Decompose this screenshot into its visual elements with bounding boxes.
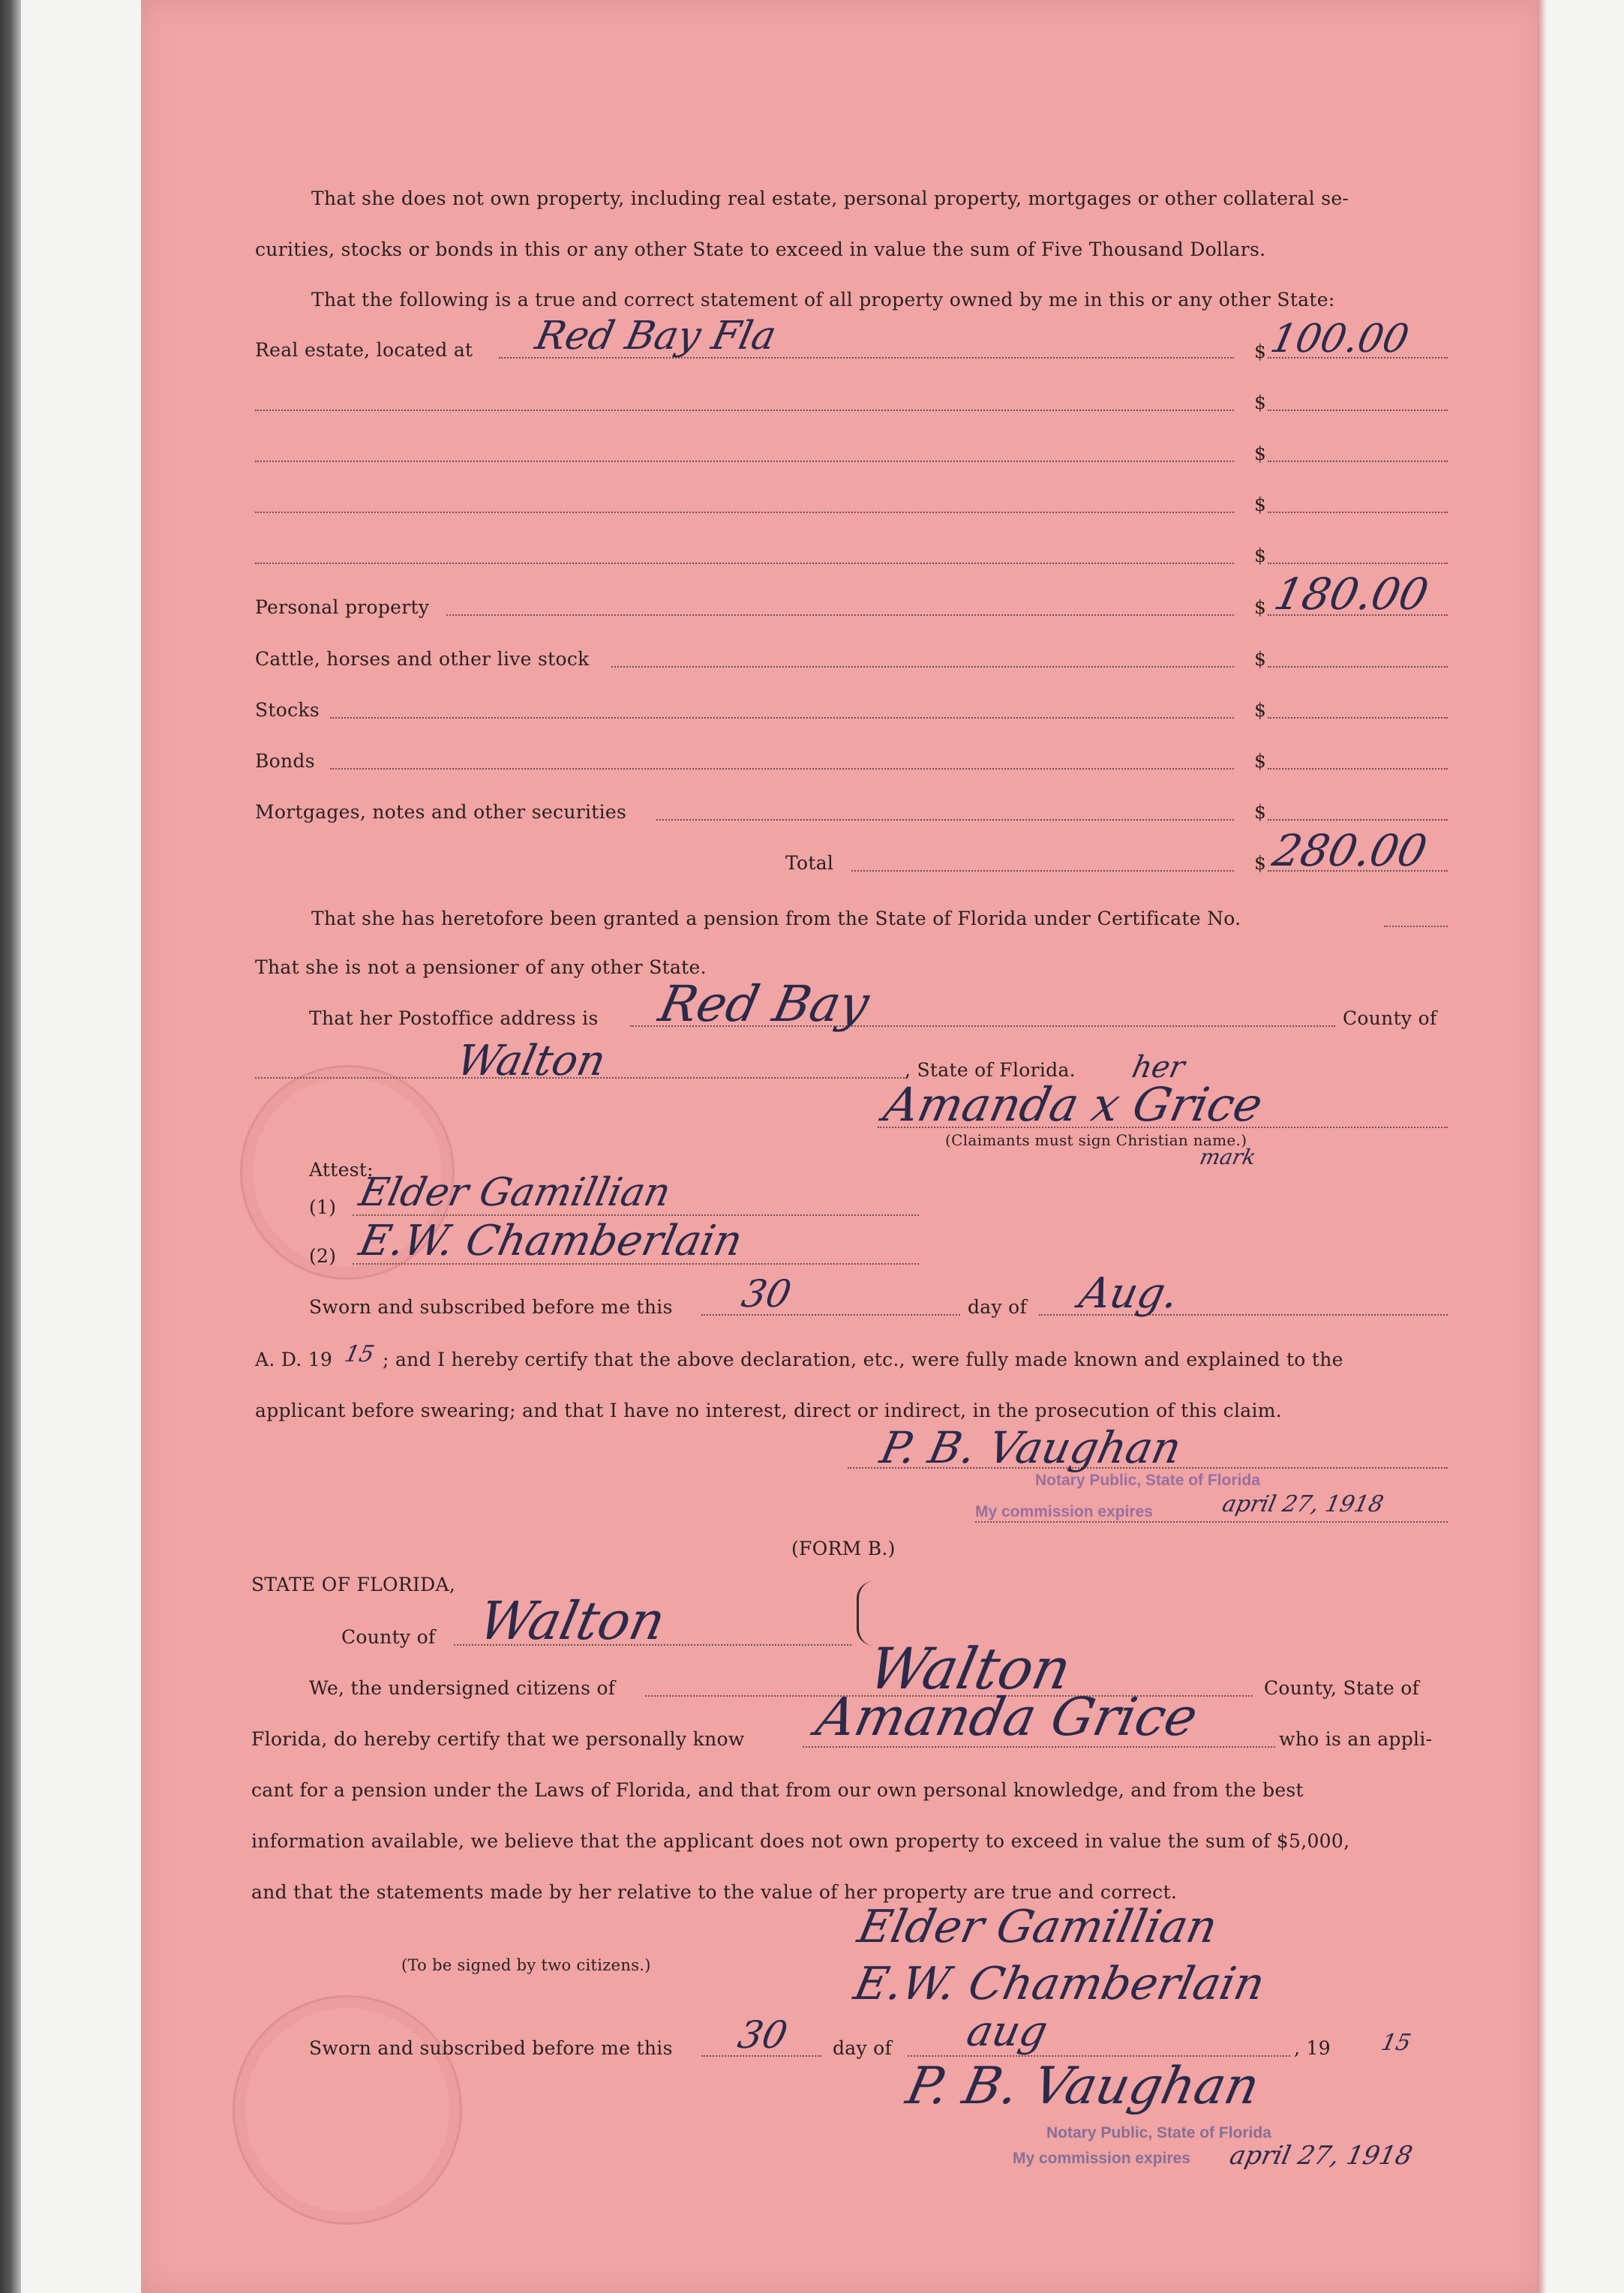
notary-expiry: april 27, 1918	[1220, 1491, 1386, 1517]
bonds-label: Bonds	[255, 750, 315, 772]
ad-year: 15	[342, 1341, 377, 1367]
county-of-label: County of	[1343, 1007, 1437, 1029]
property-value-line	[1268, 410, 1448, 411]
statement-paragraph: That the following is a true and correct statement of all property owned by me in this or any other State:	[311, 289, 1335, 311]
sworn-day: 30	[737, 1272, 795, 1316]
know-label: Florida, do hereby certify that we personally know	[251, 1728, 745, 1750]
day-of-label: day of	[968, 1296, 1028, 1318]
attest-1-signature: Elder Gamillian	[355, 1170, 675, 1215]
pension-granted-text: That she has heretofore been granted a pension from the State of Florida under Certificate No.	[311, 908, 1241, 929]
signed-note: (To be signed by two citizens.)	[401, 1956, 651, 1974]
notary-expiry-line	[975, 1521, 1448, 1523]
dollar-sign: $	[1254, 392, 1266, 413]
property-line	[255, 512, 1234, 513]
form-b-sworn-label: Sworn and subscribed before me this	[309, 2037, 673, 2059]
dollar-sign: $	[1254, 801, 1266, 823]
mortgages-value-line	[1268, 819, 1448, 821]
property-value-line	[1268, 512, 1448, 513]
personal-property-label: Personal property	[255, 596, 430, 618]
personal-property-line	[446, 614, 1234, 616]
ad-prefix: A. D. 19	[255, 1349, 333, 1370]
certify-text-2: applicant before swearing; and that I have no interest, direct or indirect, in the prosecution of this claim.	[255, 1400, 1282, 1421]
form-b-county-value: Walton	[473, 1590, 671, 1652]
scan-border	[0, 0, 21, 2293]
page-edge	[1538, 0, 1547, 2293]
county-state-label: County, State of	[1264, 1677, 1420, 1699]
form-b-day-of-label: day of	[833, 2037, 893, 2059]
form-b-notary-stamp-2: My commission expires	[1013, 2150, 1190, 2167]
form-b-body-2: information available, we believe that the applicant does not own property to exceed in value the sum of $5,000,	[251, 1830, 1350, 1852]
form-b-notary-stamp-1: Notary Public, State of Florida	[1046, 2124, 1271, 2141]
dollar-sign: $	[1254, 648, 1266, 670]
embossed-seal-bottom	[233, 1995, 462, 2225]
real-estate-location: Red Bay Fla	[531, 314, 780, 359]
attest-2-signature: E.W. Chamberlain	[355, 1217, 747, 1265]
county-brace	[857, 1581, 874, 1646]
personal-property-value: 180.00	[1269, 569, 1433, 620]
not-pensioner-text: That she is not a pensioner of any other State.	[255, 956, 707, 978]
dollar-sign: $	[1254, 750, 1266, 772]
property-paragraph-line-2: curities, stocks or bonds in this or any other State to exceed in value the sum of Five Thousand Dollars.	[255, 239, 1266, 260]
appli-label: who is an appli-	[1279, 1728, 1433, 1750]
notary-stamp-line-1: Notary Public, State of Florida	[1035, 1472, 1260, 1489]
sworn-month: Aug.	[1075, 1269, 1184, 1318]
mortgages-line	[656, 819, 1234, 821]
postoffice-value: Red Bay	[653, 975, 875, 1033]
total-label: Total	[785, 852, 834, 874]
property-line	[255, 461, 1234, 462]
postoffice-label: That her Postoffice address is	[309, 1007, 599, 1029]
form-b-year: 15	[1379, 2030, 1413, 2056]
real-estate-label: Real estate, located at	[255, 339, 473, 361]
state-of-florida-heading: STATE OF FLORIDA,	[251, 1574, 456, 1595]
cattle-label: Cattle, horses and other live stock	[255, 648, 590, 670]
dollar-sign: $	[1254, 699, 1266, 721]
bonds-line	[330, 768, 1234, 770]
citizen-1-signature: Elder Gamillian	[853, 1901, 1222, 1953]
dollar-sign: $	[1254, 545, 1266, 566]
know-name: Amanda Grice	[811, 1686, 1203, 1748]
claimant-signature: Amanda x Grice	[879, 1077, 1268, 1132]
property-paragraph-line-1: That she does not own property, including real estate, personal property, mortgages or other collateral se-	[311, 188, 1349, 209]
notary-signature: P. B. Vaughan	[875, 1422, 1186, 1473]
claimant-mark: mark	[1197, 1145, 1259, 1169]
form-b-sworn-month: aug	[962, 2007, 1052, 2056]
citizen-2-signature: E.W. Chamberlain	[849, 1958, 1270, 2010]
certificate-number-line	[1384, 926, 1448, 927]
property-value-line	[1268, 461, 1448, 462]
county-value: Walton	[452, 1037, 611, 1085]
property-line	[255, 410, 1234, 411]
total-value: 280.00	[1268, 825, 1432, 876]
stocks-label: Stocks	[255, 699, 320, 721]
form-b-body-3: and that the statements made by her relative to the value of her property are true and correct.	[251, 1881, 1178, 1903]
dollar-sign: $	[1254, 852, 1266, 874]
sworn-label: Sworn and subscribed before me this	[309, 1296, 673, 1318]
stocks-line	[330, 717, 1234, 719]
dollar-sign: $	[1254, 494, 1266, 515]
form-b-sworn-day: 30	[734, 2013, 791, 2057]
attest-2-number: (2)	[309, 1245, 337, 1267]
stocks-value-line	[1268, 717, 1448, 719]
total-line	[851, 870, 1234, 872]
form-b-county-label: County of	[341, 1626, 436, 1648]
form-b-heading: (FORM B.)	[791, 1538, 896, 1559]
bonds-value-line	[1268, 768, 1448, 770]
claimant-note: (Claimants must sign Christian name.)	[945, 1131, 1247, 1149]
real-estate-value: 100.00	[1266, 317, 1413, 362]
dollar-sign: $	[1254, 596, 1266, 618]
property-value-line	[1268, 563, 1448, 564]
dollar-sign: $	[1254, 341, 1266, 362]
undersigned-county: Walton	[863, 1635, 1077, 1702]
state-of-florida-label: , State of Florida.	[905, 1059, 1076, 1081]
form-b-year-prefix: , 19	[1294, 2037, 1331, 2059]
attest-label: Attest:	[309, 1159, 374, 1181]
form-b-notary-signature: P. B. Vaughan	[901, 2057, 1265, 2116]
notary-stamp-line-2: My commission expires	[975, 1503, 1153, 1520]
claimant-her: her	[1129, 1050, 1188, 1085]
dollar-sign: $	[1254, 443, 1266, 464]
form-b-notary-expiry: april 27, 1918	[1226, 2141, 1415, 2171]
mortgages-label: Mortgages, notes and other securities	[255, 801, 627, 823]
certify-text-1: ; and I hereby certify that the above declaration, etc., were fully made known and explained to the	[383, 1349, 1343, 1370]
cattle-line	[611, 666, 1234, 668]
property-line	[255, 563, 1234, 564]
attest-1-number: (1)	[309, 1196, 337, 1218]
form-b-body-1: cant for a pension under the Laws of Florida, and that from our own personal knowledge, and from the best	[251, 1779, 1304, 1801]
undersigned-label: We, the undersigned citizens of	[309, 1677, 616, 1699]
cattle-value-line	[1268, 666, 1448, 668]
